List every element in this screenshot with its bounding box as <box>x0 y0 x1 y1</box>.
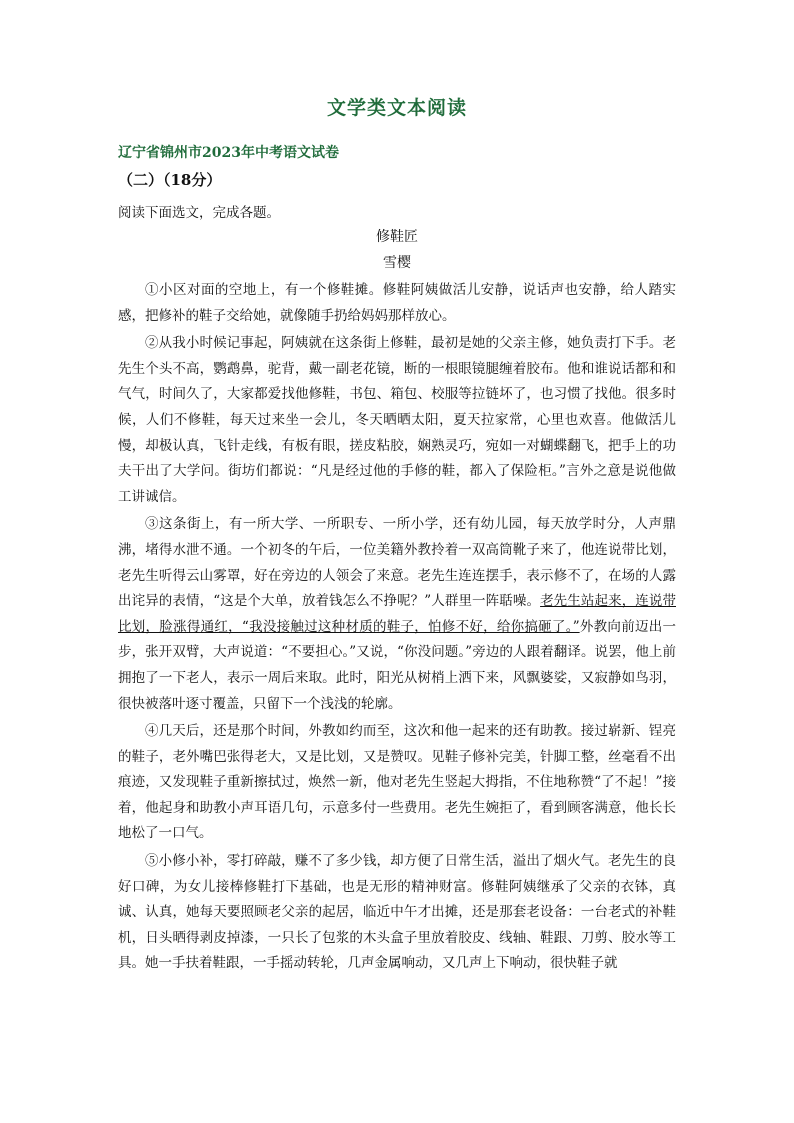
article-title: 修鞋匠 <box>376 229 418 245</box>
paragraph-4: ④几天后，还是那个时间，外教如约而至，这次和他一起来的还有助教。接过崭新、锃亮的鞋子，老外嘴巴张得老大，又是比划，又是赞叹。见鞋子修补完美，针脚工整，丝毫看不出痕迹，又发现鞋子重新擦拭过，焕然一新，他对老先生竖起大拇指，不住地称赞“了不起！”接着，他起身和助教小声耳语几句，示意多付一些费用。老先生婉拒了，看到顾客满意，他长长地松了一口气。 <box>118 723 676 842</box>
paragraph-3-underlined-sentence: 老先生站起来，连说带比划，脸涨得通红，“我没接触过这种材质的鞋子，怕修不好，给你搞砸了。” <box>118 593 676 635</box>
document-title: 文学类文本阅读 <box>326 97 467 119</box>
article-body <box>118 278 676 979</box>
instruction-text: 阅读下面选文，完成各题。 <box>118 205 280 221</box>
paragraph-3 <box>118 512 676 717</box>
paragraph-3-text-b: 外教向前迈出一步，张开双臂，大声说道：“不要担心。”又说，“你没问题。”旁边的人跟着翻译。说罢，他上前拥抱了一下老人，表示一周后来取。此时，阳光从树梢上洒下来，风飘婆娑，又寂静如鸟羽，很快被落叶逐寸覆盖，只留下一个浅浅的轮廓。 <box>118 618 676 712</box>
paragraph-3-text-a: ③这条街上，有一所大学、一所职专、一所小学，还有幼儿园，每天放学时分，人声鼎沸，堵得水泄不通。一个初冬的午后，一位美籍外教拎着一双高筒靴子来了，他连说带比划，老先生听得云山雾罩，好在旁边的人领会了来意。老先生连连摆手，表示修不了，在场的人露出诧异的表情，“这是个大单，放着钱怎么不挣呢？”人群里一阵聒噪。 <box>118 516 676 610</box>
paragraph-1: ①小区对面的空地上，有一个修鞋摊。修鞋阿姨做活儿安静，说话声也安静，给人踏实感，把修补的鞋子交给她，就像随手扔给妈妈那样放心。 <box>118 282 676 324</box>
paragraph-2: ②从我小时候记事起，阿姨就在这条街上修鞋，最初是她的父亲主修，她负责打下手。老先生个头不高，鹦鹉鼻，驼背，戴一副老花镜，断的一根眼镜腿缠着胶布。他和谁说话都和和气气，时间久了，大家都爱找他修鞋，书包、箱包、校服等拉链坏了，也习惯了找他。很多时候，人们不修鞋，每天过来坐一会儿，冬天晒晒太阳，夏天拉家常，心里也欢喜。他做活儿慢，却极认真，飞针走线，有板有眼，搓皮粘胶，娴熟灵巧，宛如一对蝴蝶翻飞，把手上的功夫干出了大学问。街坊们都说：“凡是经过他的手修的鞋，都入了保险柜。”言外之意是说他做工讲诚信。 <box>118 335 676 505</box>
exam-source: 辽宁省锦州市2023年中考语文试卷 <box>118 145 339 161</box>
article-author: 雪樱 <box>383 255 411 271</box>
paragraph-5: ⑤小修小补，零打碎敲，赚不了多少钱，却方便了日常生活，溢出了烟火气。老先生的良好口碑，为女儿接棒修鞋打下基础，也是无形的精神财富。修鞋阿姨继承了父亲的衣钵，真诚、认真，她每天要照顾老父亲的起居，临近中午才出摊，还是那套老设备：一台老式的补鞋机，日头晒得剥皮掉漆，一只长了包浆的木头盒子里放着胶皮、线轴、鞋跟、刀剪、胶水等工具。她一手扶着鞋跟，一手摇动转轮，几声金属响动，又几声上下响动，很快鞋子就 <box>118 853 676 972</box>
section-heading: （二）（18分） <box>118 171 222 189</box>
